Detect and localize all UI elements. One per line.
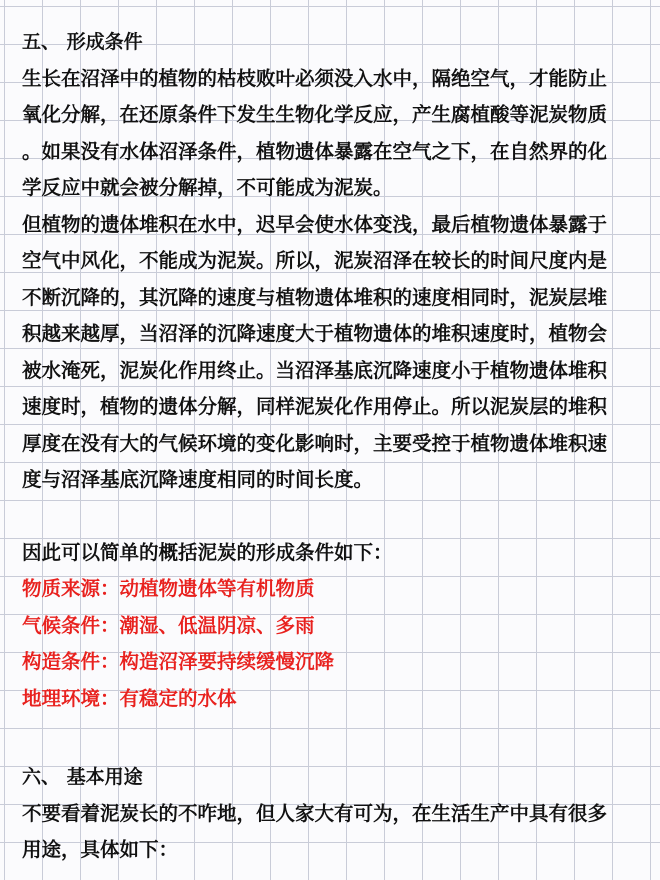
condition-geography: 地理环境：有稳定的水体 bbox=[22, 686, 237, 710]
text-line: 速度时，植物的遗体分解，同样泥炭化作用停止。所以泥炭层的堆积 bbox=[22, 395, 608, 418]
text-line: 。如果没有水体沼泽条件，植物遗体暴露在空气之下，在自然界的化 bbox=[22, 139, 608, 163]
section-5-title: 五、 形成条件 bbox=[22, 31, 143, 53]
text-line: 度与沼泽基底沉降速度相同的时间长度。 bbox=[22, 468, 374, 491]
text-line: 生长在沼泽中的植物的枯枝败叶必须没入水中，隔绝空气，才能防止 bbox=[22, 66, 608, 90]
text-line: 厚度在没有大的气候环境的变化影响时，主要受控于植物遗体堆积速 bbox=[22, 431, 608, 455]
condition-material-source: 物质来源：动植物遗体等有机物质 bbox=[22, 577, 315, 600]
spacer bbox=[22, 499, 640, 535]
section-6-paragraph bbox=[22, 796, 640, 869]
text-line: 氧化分解，在还原条件下发生生物化学反应，产生腐植酸等泥炭物质 bbox=[22, 103, 608, 126]
section-5-paragraph-1 bbox=[22, 61, 640, 207]
text-line: 不断沉降的，其沉降的速度与植物遗体堆积的速度相同时，泥炭层堆 bbox=[22, 285, 608, 309]
condition-climate: 气候条件：潮湿、低温阴凉、多雨 bbox=[22, 613, 315, 637]
text-line: 但植物的遗体堆积在水中，迟早会使水体变浅，最后植物遗体暴露于 bbox=[22, 212, 608, 236]
text-line: 不要看着泥炭长的不咋地，但人家大有可为，在生活生产中具有很多 bbox=[22, 801, 608, 825]
text-line: 空气中风化，不能成为泥炭。所以，泥炭沼泽在较长的时间尺度内是 bbox=[22, 249, 608, 272]
formation-conditions-list bbox=[22, 571, 640, 717]
text-line: 积越来越厚，当沼泽的沉降速度大于植物遗体的堆积速度时，植物会 bbox=[22, 322, 608, 345]
text-line: 学反应中就会被分解掉，不可能成为泥炭。 bbox=[22, 176, 393, 199]
section-6-title: 六、 基本用途 bbox=[22, 766, 143, 788]
text-line: 被水淹死，泥炭化作用终止。当沼泽基底沉降速度小于植物遗体堆积 bbox=[22, 358, 608, 382]
text-line: 用途，具体如下： bbox=[22, 838, 179, 861]
section-5-paragraph-2 bbox=[22, 207, 640, 499]
summary-intro: 因此可以简单的概括泥炭的形成条件如下： bbox=[22, 540, 393, 564]
spacer bbox=[22, 717, 640, 759]
condition-tectonic: 构造条件：构造沼泽要持续缓慢沉降 bbox=[22, 650, 335, 673]
